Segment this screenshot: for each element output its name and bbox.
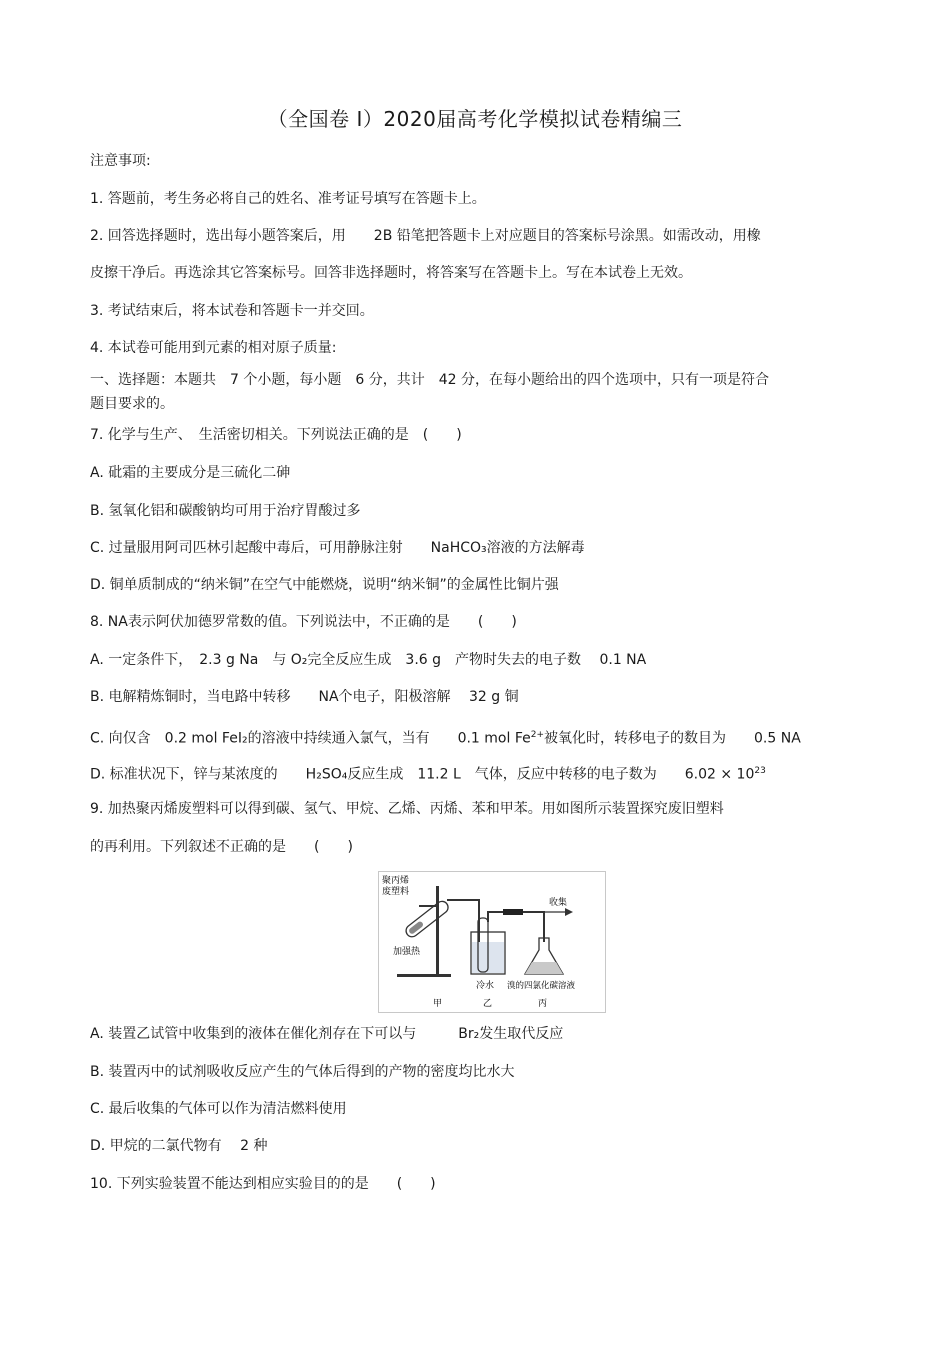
label-bing: 丙 [538,999,548,1009]
question-9-stem-line-2: 的再利用。下列叙述不正确的是 ( ) [90,839,353,855]
question-8-stem: 8. NA表示阿伏加德罗常数的值。下列说法中，不正确的是 ( ) [90,614,517,630]
notice-heading: 注意事项: [90,153,151,169]
notice-item-2-line-2: 皮擦干净后。再选涂其它答案标号。回答非选择题时，将答案写在答题卡上。写在本试卷上无效。 [90,265,692,281]
label-bromine: 溴的四氯化碳溶液 [507,981,576,991]
label-jia: 甲 [433,999,443,1009]
label-cold-water: 冷水 [476,981,495,991]
question-9-option-c: C. 最后收集的气体可以作为清洁燃料使用 [90,1101,347,1117]
question-7-option-a: A. 砒霜的主要成分是三硫化二砷 [90,465,291,481]
question-8-option-c-post: 被氧化时，转移电子的数目为 0.5 NA [544,730,801,747]
label-plastic-2: 废塑料 [382,887,410,897]
question-8-option-c [90,727,801,747]
stand-rod [436,886,439,976]
tube-jia-yi [447,900,479,942]
question-7-stem: 7. 化学与生产、 生活密切相关。下列说法正确的是 ( ) [90,427,462,443]
notice-item-3: 3. 考试结束后，将本试卷和答题卡一并交回。 [90,303,374,319]
notice-item-4: 4. 本试卷可能用到元素的相对原子质量: [90,340,337,356]
section-1-line-1: 一、选择题：本题共 7 个小题，每小题 6 分，共计 42 分，在每小题给出的四个选项中，只有一项是符合 [90,372,769,388]
question-8-option-a: A. 一定条件下， 2.3 g Na 与 O₂完全反应生成 3.6 g 产物时失去的电子数 0.1 NA [90,652,647,668]
question-8-option-d-pre: D. 标准状况下，锌与某浓度的 H₂SO₄反应生成 11.2 L 气体，反应中转移的电子数为 6.02 × 10 [90,766,755,783]
question-8-option-d-sup: 23 [754,766,766,776]
tube-yi-bing [488,912,544,942]
rubber-joint [503,909,523,915]
label-yi: 乙 [483,999,493,1009]
section-1-line-2: 题目要求的。 [90,396,174,412]
notice-item-1: 1. 答题前，考生务必将自己的姓名、准考证号填写在答题卡上。 [90,191,486,207]
label-heat: 加强热 [393,947,421,957]
question-9-stem-line-1: 9. 加热聚丙烯废塑料可以得到碳、氢气、甲烷、乙烯、丙烯、苯和甲苯。用如图所示装置探究废旧塑料 [90,801,724,817]
stand-base [397,974,451,977]
question-10-stem: 10. 下列实验装置不能达到相应实验目的的是 ( ) [90,1176,436,1192]
label-plastic-1: 聚丙烯 [382,876,410,886]
question-7-option-d: D. 铜单质制成的“纳米铜”在空气中能燃烧，说明“纳米铜”的金属性比铜片强 [90,577,559,593]
collect-arrow-icon [565,908,573,916]
question-9-option-d: D. 甲烷的二氯代物有 2 种 [90,1138,268,1154]
label-collect: 收集 [549,898,568,908]
notice-item-2-line-1: 2. 回答选择题时，选出每小题答案后，用 2B 铅笔把答题卡上对应题目的答案标号涂黑。如需改动，用橡 [90,228,761,244]
question-8-option-c-pre: C. 向仅含 0.2 mol FeI₂的溶液中持续通入氯气，当有 0.1 mol Fe [90,730,531,747]
question-7-option-b: B. 氢氧化铝和碳酸钠均可用于治疗胃酸过多 [90,503,361,519]
question-8-option-d [90,763,766,783]
question-8-option-b: B. 电解精炼铜时，当电路中转移 NA个电子，阳极溶解 32 g 铜 [90,689,519,705]
question-7-option-c: C. 过量服用阿司匹林引起酸中毒后，可用静脉注射 NaHCO₃溶液的方法解毒 [90,540,585,556]
question-9-option-b: B. 装置丙中的试剂吸收反应产生的气体后得到的产物的密度均比水大 [90,1064,515,1080]
apparatus-figure [378,871,606,1013]
question-9-option-a: A. 装置乙试管中收集到的液体在催化剂存在下可以与 Br₂发生取代反应 [90,1026,564,1042]
heated-test-tube [404,899,451,939]
page-title: （全国卷 Ⅰ）2020届高考化学模拟试卷精编三 [267,107,683,131]
question-8-option-c-sup: 2+ [530,730,545,740]
